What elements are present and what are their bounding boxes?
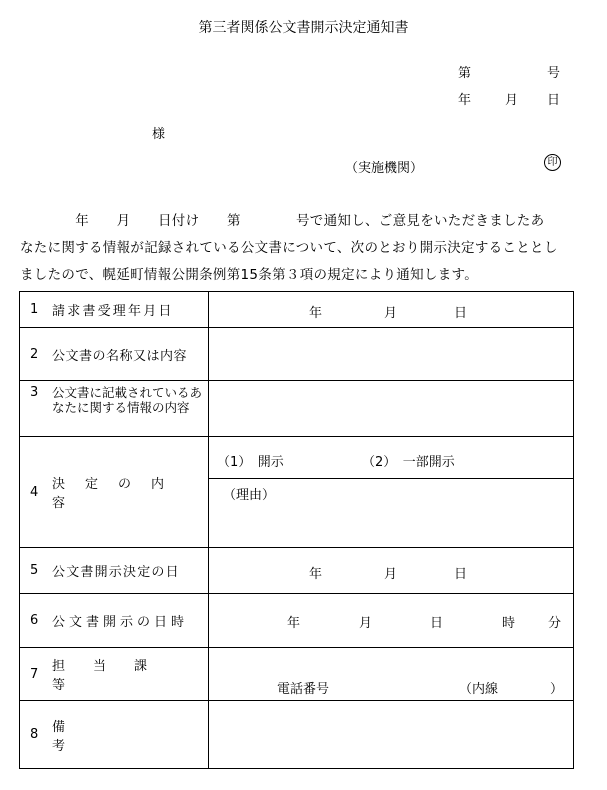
recipient-honorific: 様 [152,127,166,142]
issue-number-prefix: 第 [458,66,472,81]
document-title: 第三者関係公文書開示決定通知書 [198,20,409,36]
body-line-3: ましたので、幌延町情報公開条例第15条第３項の規定により通知します。 [20,267,479,283]
label-text: 備考 [52,719,160,754]
date-day: 日 [547,93,561,108]
row-number: 1 [30,302,39,317]
extension-label: （内線 ） [459,682,564,697]
minute-unit: 分 [548,616,562,631]
label-text: 決定の内容 [52,477,185,511]
option-partial-disclose[interactable]: （2） 一部開示 [362,455,455,470]
day-unit: 日 [454,306,468,321]
table-row [20,328,573,381]
table-row [20,594,573,648]
day-unit: 日 [454,567,468,582]
body-line-1: 年 月 日付け 第 号で通知し、ご意見をいただきましたあ [20,213,545,229]
day-unit: 日 [430,616,444,631]
remarks-field[interactable] [209,701,573,768]
disclosure-datetime-field[interactable] [209,594,573,647]
year-unit: 年 [309,567,323,582]
date-month: 月 [505,93,519,108]
decision-content-field [209,437,573,547]
seal-icon: 印 [544,154,561,171]
year-unit: 年 [287,616,301,631]
row-number: 8 [30,727,39,742]
table-row [20,648,573,701]
row-label-text [52,716,208,754]
label-text: 担当課等 [52,659,176,693]
hour-unit: 時 [502,616,516,631]
row-number: 3 [30,385,39,400]
row-label-text: 公文書に記載されているあなたに関する情報の内容 [52,385,203,415]
row-label-text [52,300,208,319]
row-label [20,328,209,380]
table-row [20,292,573,328]
row-label-text: 公文書開示決定の日 [52,565,180,580]
row-label-text [52,473,208,511]
row-number: 6 [30,613,39,628]
decision-date-field[interactable] [209,548,573,593]
recorded-information-field[interactable] [209,381,573,436]
row-label [20,648,209,700]
year-unit: 年 [309,306,323,321]
row-number: 7 [30,666,39,682]
row-label-text: 公文書の名称又は内容 [52,348,188,364]
body-line-2: なたに関する情報が記録されている公文書について、次のとおり開示決定することとし [20,240,558,256]
option-disclose[interactable]: （1） 開示 [217,455,284,470]
notice-table [19,291,574,769]
row-label-text [52,655,208,693]
row-number: 5 [30,563,39,578]
issue-number-suffix: 号 [547,66,561,81]
implementing-agency: （実施機関） [345,161,424,176]
table-row [20,381,573,437]
table-row [20,548,573,594]
divider [209,478,573,479]
row-label [20,437,209,547]
row-number: 4 [30,484,39,500]
phone-number-label: 電話番号 [277,682,330,697]
department-field[interactable] [209,648,573,700]
table-row [20,437,573,548]
table-row [20,701,573,768]
reason-label: （理由） [223,488,276,503]
row-label [20,594,209,647]
date-year: 年 [458,93,472,108]
row-label [20,701,209,768]
row-label-text: 公文書開示の日時 [52,615,189,630]
document-name-field[interactable] [209,328,573,380]
receipt-date-field[interactable] [209,292,573,327]
row-number: 2 [30,346,39,362]
row-label [20,548,209,593]
row-label [20,381,209,436]
row-label [20,292,209,327]
month-unit: 月 [384,567,398,582]
month-unit: 月 [384,306,398,321]
month-unit: 月 [359,616,373,631]
label-text: 請求書受理年月日 [52,304,174,319]
